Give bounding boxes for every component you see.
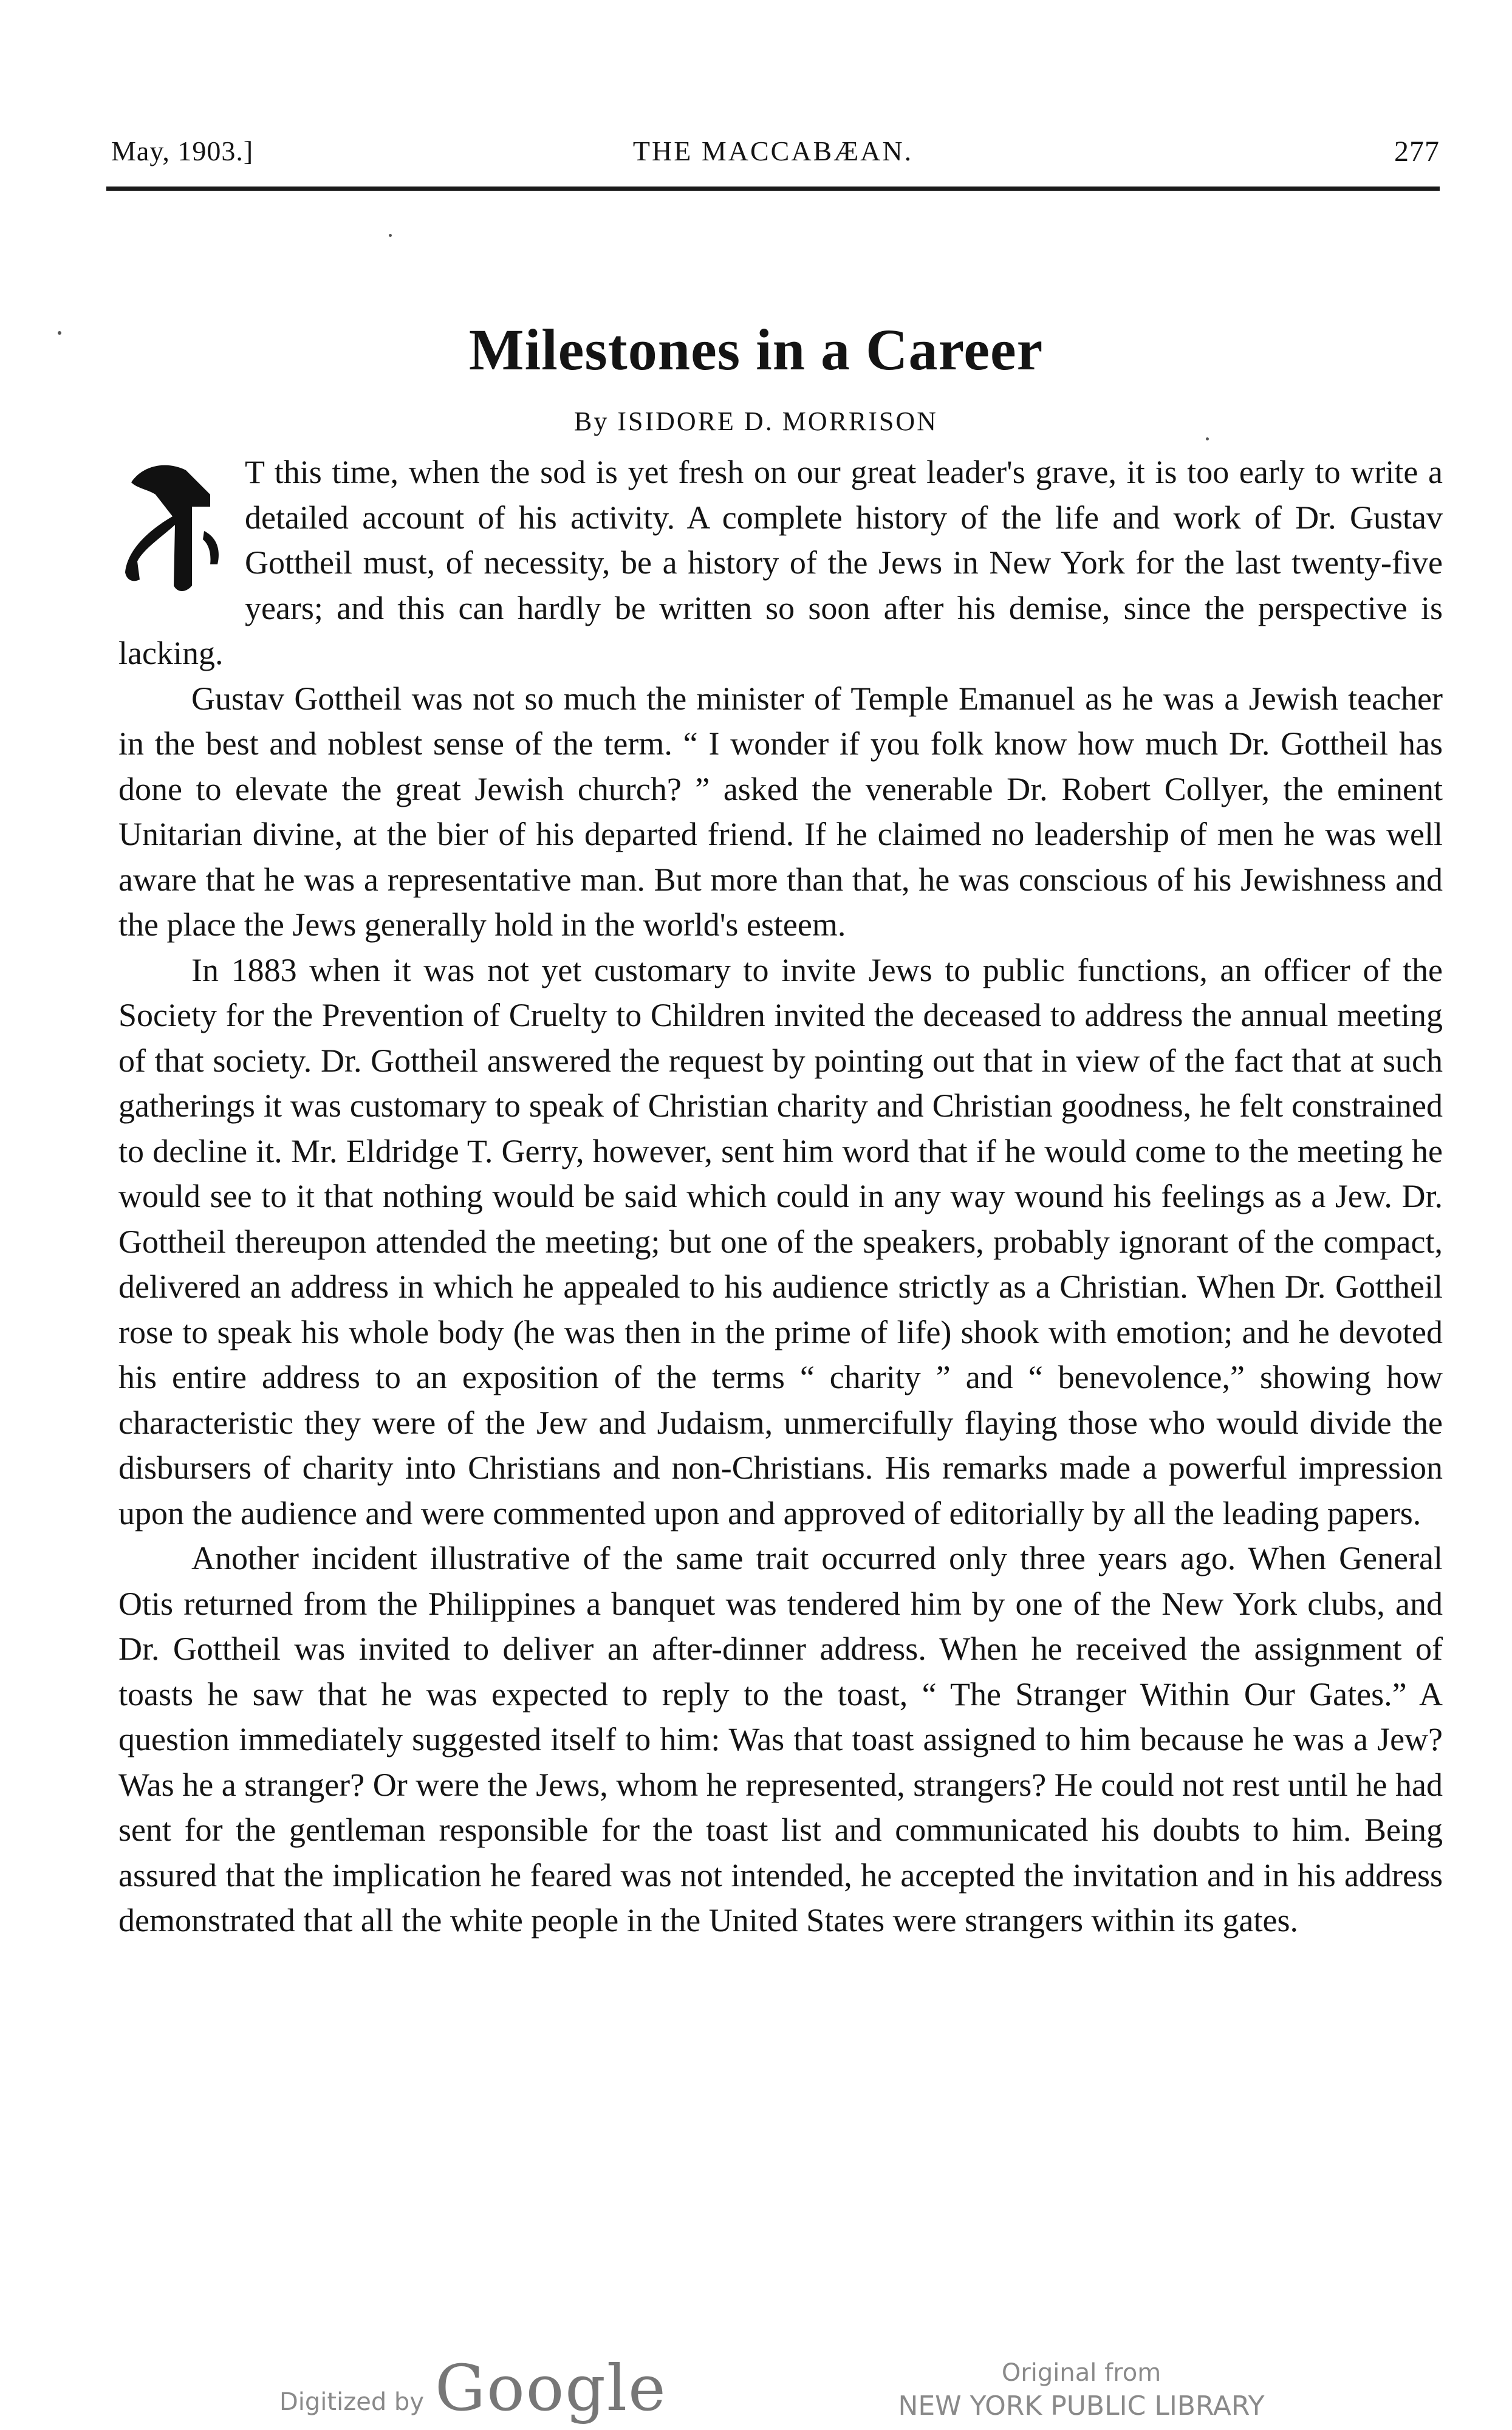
header-rule — [106, 187, 1440, 191]
running-header — [106, 129, 1440, 171]
digitized-by-label: Digitized by — [279, 2388, 424, 2416]
google-logo: Google — [435, 2351, 667, 2425]
paragraph: In 1883 when it was not yet customary to invite Jews to public functions, an officer of the Society for the Prevention of Cruelty to Children invited the deceased to address the annual meeting of that society. Dr. Gottheil answered the request by pointing out that in view of the fact that at such gatherings it was customary to speak of Christian charity and Christian goodness, he felt constrained to decline it. Mr. Eldridge T. Gerry, however, sent him word that if he would come to the meeting he would see to it that nothing would be said which could in any way wound his feelings as a Jew. Dr. Gottheil thereupon attended the meeting; but one of the speakers, probably ignorant of the compact, delivered an address in which he appealed to his audience strictly as a Christian. When Dr. Gottheil rose to speak his whole body (he was then in the prime of life) shook with emotion; and he devoted his entire address to an exposition of the terms “ charity ” and “ benevolence,” showing how characteristic they were of the Jew and Judaism, unmercifully flaying those who would divide the disbursers of charity into Christians and non-Christians. His remarks made a powerful impression upon the audience and were commented upon and approved of editorially by all the leading papers. — [118, 951, 1443, 1532]
journal-title: THE MACCABÆAN. — [632, 135, 914, 166]
article-title: Milestones in a Career — [468, 317, 1044, 382]
paragraph-text: T this time, when the sod is yet fresh on our great leader's grave, it is too early to write a detailed account of his activity. A complete history of the life and work of Dr. Gustav Gottheil must, of necessity, be a history of the Jews in New York for the last twenty-five years; and this can hardly be written so soon after his demise, since the perspective is lacking. — [118, 454, 1443, 671]
print-speck — [1206, 437, 1209, 440]
library-name: NEW YORK PUBLIC LIBRARY — [898, 2391, 1265, 2421]
print-speck — [389, 234, 392, 237]
article-body — [118, 450, 1443, 1943]
digitization-credit — [279, 2351, 667, 2425]
drop-cap-ornament — [116, 458, 231, 598]
decorative-letter-a-icon — [119, 458, 228, 598]
article-byline: By ISIDORE D. MORRISON — [574, 406, 938, 436]
paragraph: Another incident illustrative of the same trait occurred only three years ago. When General Otis returned from the Philippines a banquet was tendered him by one of the New York clubs, and Dr. Gottheil was invited to deliver an after-dinner address. When he received the assignment of toasts he saw that he was expected to reply to the toast, “ The Stranger Within Our Gates.” A question immediately suggested itself to him: Was that toast assigned to him because he was a Jew? Was he a stranger? Or were the Jews, whom he represented, strangers? He could not rest until he had sent for the gentleman responsible for the toast list and communicated his doubts to him. Being assured that the implication he feared was not intended, he accepted the invitation and in his address demonstrated that all the white people in the United States were strangers within its gates. — [118, 1540, 1443, 1939]
issue-date: May, 1903.] — [111, 135, 254, 166]
source-credit — [887, 2357, 1276, 2424]
paragraph — [118, 450, 1443, 676]
paragraph: Gustav Gottheil was not so much the minister of Temple Emanuel as he was a Jewish teacher in the best and noblest sense of the term. “ I wonder if you folk know how much Dr. Gottheil has done to elevate the great Jewish church? ” asked the venerable Dr. Robert Collyer, the eminent Unitarian divine, at the bier of his departed friend. If he claimed no leadership of men he was well aware that he was a representative man. But more than that, he was conscious of his Jewishness and the place the Jews generally hold in the world's esteem. — [118, 680, 1443, 943]
page-number: 277 — [1394, 135, 1440, 168]
original-from-label: Original from — [1001, 2359, 1161, 2387]
